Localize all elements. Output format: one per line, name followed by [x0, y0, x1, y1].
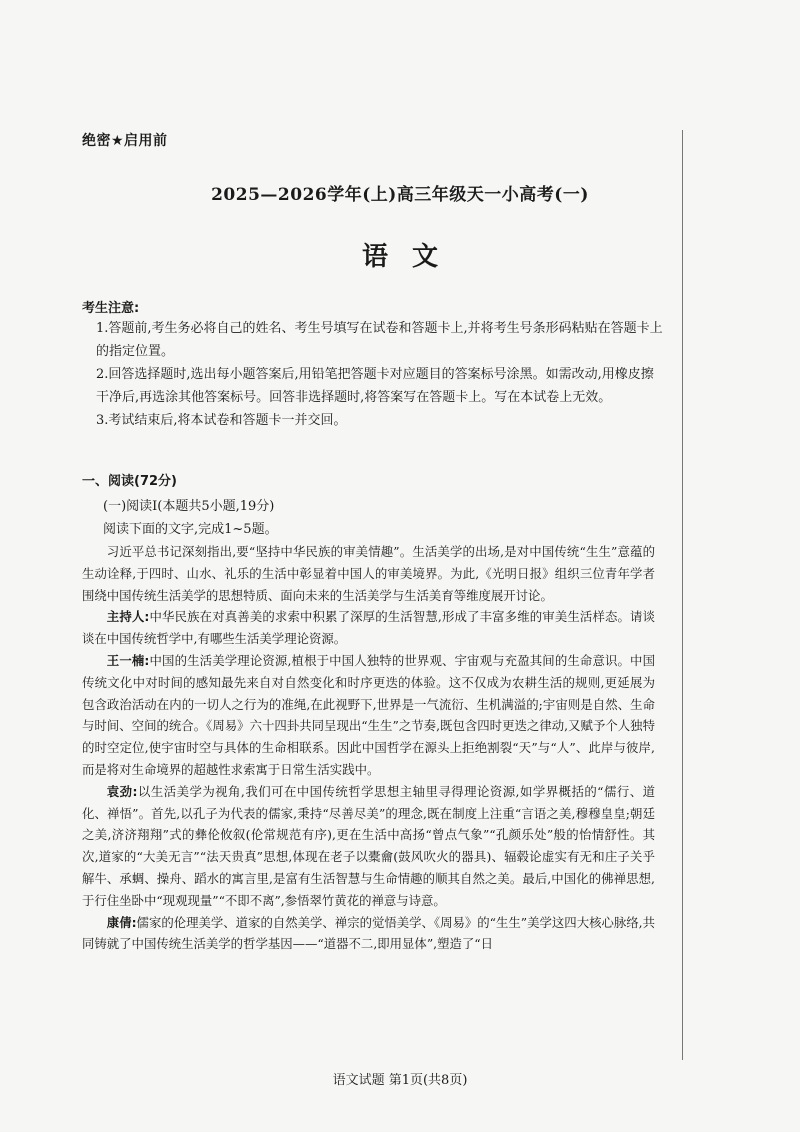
page-footer: 语文试题 第1页(共8页)	[332, 1073, 468, 1088]
subject-title: 语文	[361, 242, 462, 272]
paragraph-text: 中华民族在对真善美的求索中积累了深厚的生活智慧,形成了丰富多维的审美生活样态。请谈谈在中国传统哲学中,有哪些生活美学理论资源。	[82, 609, 655, 647]
notice-heading: 考生注意:	[82, 301, 140, 316]
speaker-name: 王一楠:	[106, 652, 150, 668]
passage-paragraph	[82, 606, 655, 650]
secret-label: 绝密★启用前	[82, 133, 168, 149]
notice-item: 3.考试结束后,将本试卷和答题卡一并交回。	[96, 413, 347, 428]
speaker-name: 主持人:	[106, 609, 150, 625]
speaker-name: 康倩:	[106, 914, 137, 930]
passage-paragraph	[82, 650, 655, 781]
paragraph-text: 儒家的伦理美学、道家的自然美学、禅宗的觉悟美学、《周易》的“生生”美学这四大核心脉络,共同铸就了中国传统生活美学的哲学基因——“道器不二,即用显体”,塑造了“日	[82, 914, 655, 952]
speaker-name: 袁劲:	[106, 783, 138, 799]
paragraph-text: 中国的生活美学理论资源,植根于中国人独特的世界观、宇宙观与充盈其间的生命意识。中国传统文化中对时间的感知最先来自对自然变化和时序更迭的体验。这不仅成为农耕生活的规则,更延展为包含政治活动在内的一切人之行为的准绳,在此视野下,世界是一气流衍、生机满溢的;宇宙则是自然、生命与时间、空间的统合。《周易》六十四卦共同呈现出“生生”之节奏,既包含四时更迭之律动,又赋予个人独特的时空定位,使宇宙时空与具体的生命相联系。因此中国哲学在源头上拒绝割裂“天”与“人”、此岸与彼岸,而是将对生命境界的超越性求索寓于日常生活实践中。	[82, 652, 655, 777]
notice-list	[96, 318, 666, 434]
reading-passage	[82, 541, 655, 955]
section-heading: 一、阅读(72分)	[82, 474, 177, 489]
notice-item: 1.答题前,考生务必将自己的姓名、考生号填写在试卷和答题卡上,并将考生号条形码粘贴在答题卡上的指定位置。	[96, 321, 663, 359]
sub-section-heading: (一)阅读Ⅰ(本题共5小题,19分)	[103, 499, 275, 514]
exam-title: 2025—2026学年(上)高三年级天一小高考(一)	[211, 185, 589, 205]
paragraph-text: 以生活美学为视角,我们可在中国传统哲学思想主轴里寻得理论资源,如学界概括的“儒行、道化、禅悟”。首先,以孔子为代表的儒家,秉持“尽善尽美”的理念,既在制度上注重“言语之美,穆穆皇皇;朝廷之美,济济翔翔”式的彝伦攸叙(伦常规范有序),更在生活中高扬“曾点气象”“孔颜乐处”般的怡情舒性。其次,道家的“大美无言”“法天贵真”思想,体现在老子以橐龠(鼓风吹火的器具)、辐毂论虚实有无和庄子关乎解牛、承蜩、操舟、蹈水的寓言里,是富有生活智慧与生命情趣的顺其自然之美。最后,中国化的佛禅思想,于行住坐卧中“现观现量”“不即不离”,参悟翠竹黄花的禅意与诗意。	[82, 783, 655, 908]
passage-intro: 习近平总书记深刻指出,要“坚持中华民族的审美情趣”。生活美学的出场,是对中国传统“生生”意蕴的生动诠释,于四时、山水、礼乐的生活中彰显着中国人的审美境界。为此,《光明日报》组织三位青年学者围绕中国传统生活美学的思想特质、面向未来的生活美学与生活美育等维度展开讨论。	[82, 544, 655, 603]
passage-paragraph	[82, 912, 655, 956]
reading-instruction: 阅读下面的文字,完成1~5题。	[103, 522, 278, 537]
passage-paragraph	[82, 781, 655, 912]
notice-item: 2.回答选择题时,选出每小题答案后,用铅笔把答题卡对应题目的答案标号涂黑。如需改动,用橡皮擦干净后,再选涂其他答案标号。回答非选择题时,将答案写在答题卡上。写在本试卷上无效。	[96, 367, 654, 405]
